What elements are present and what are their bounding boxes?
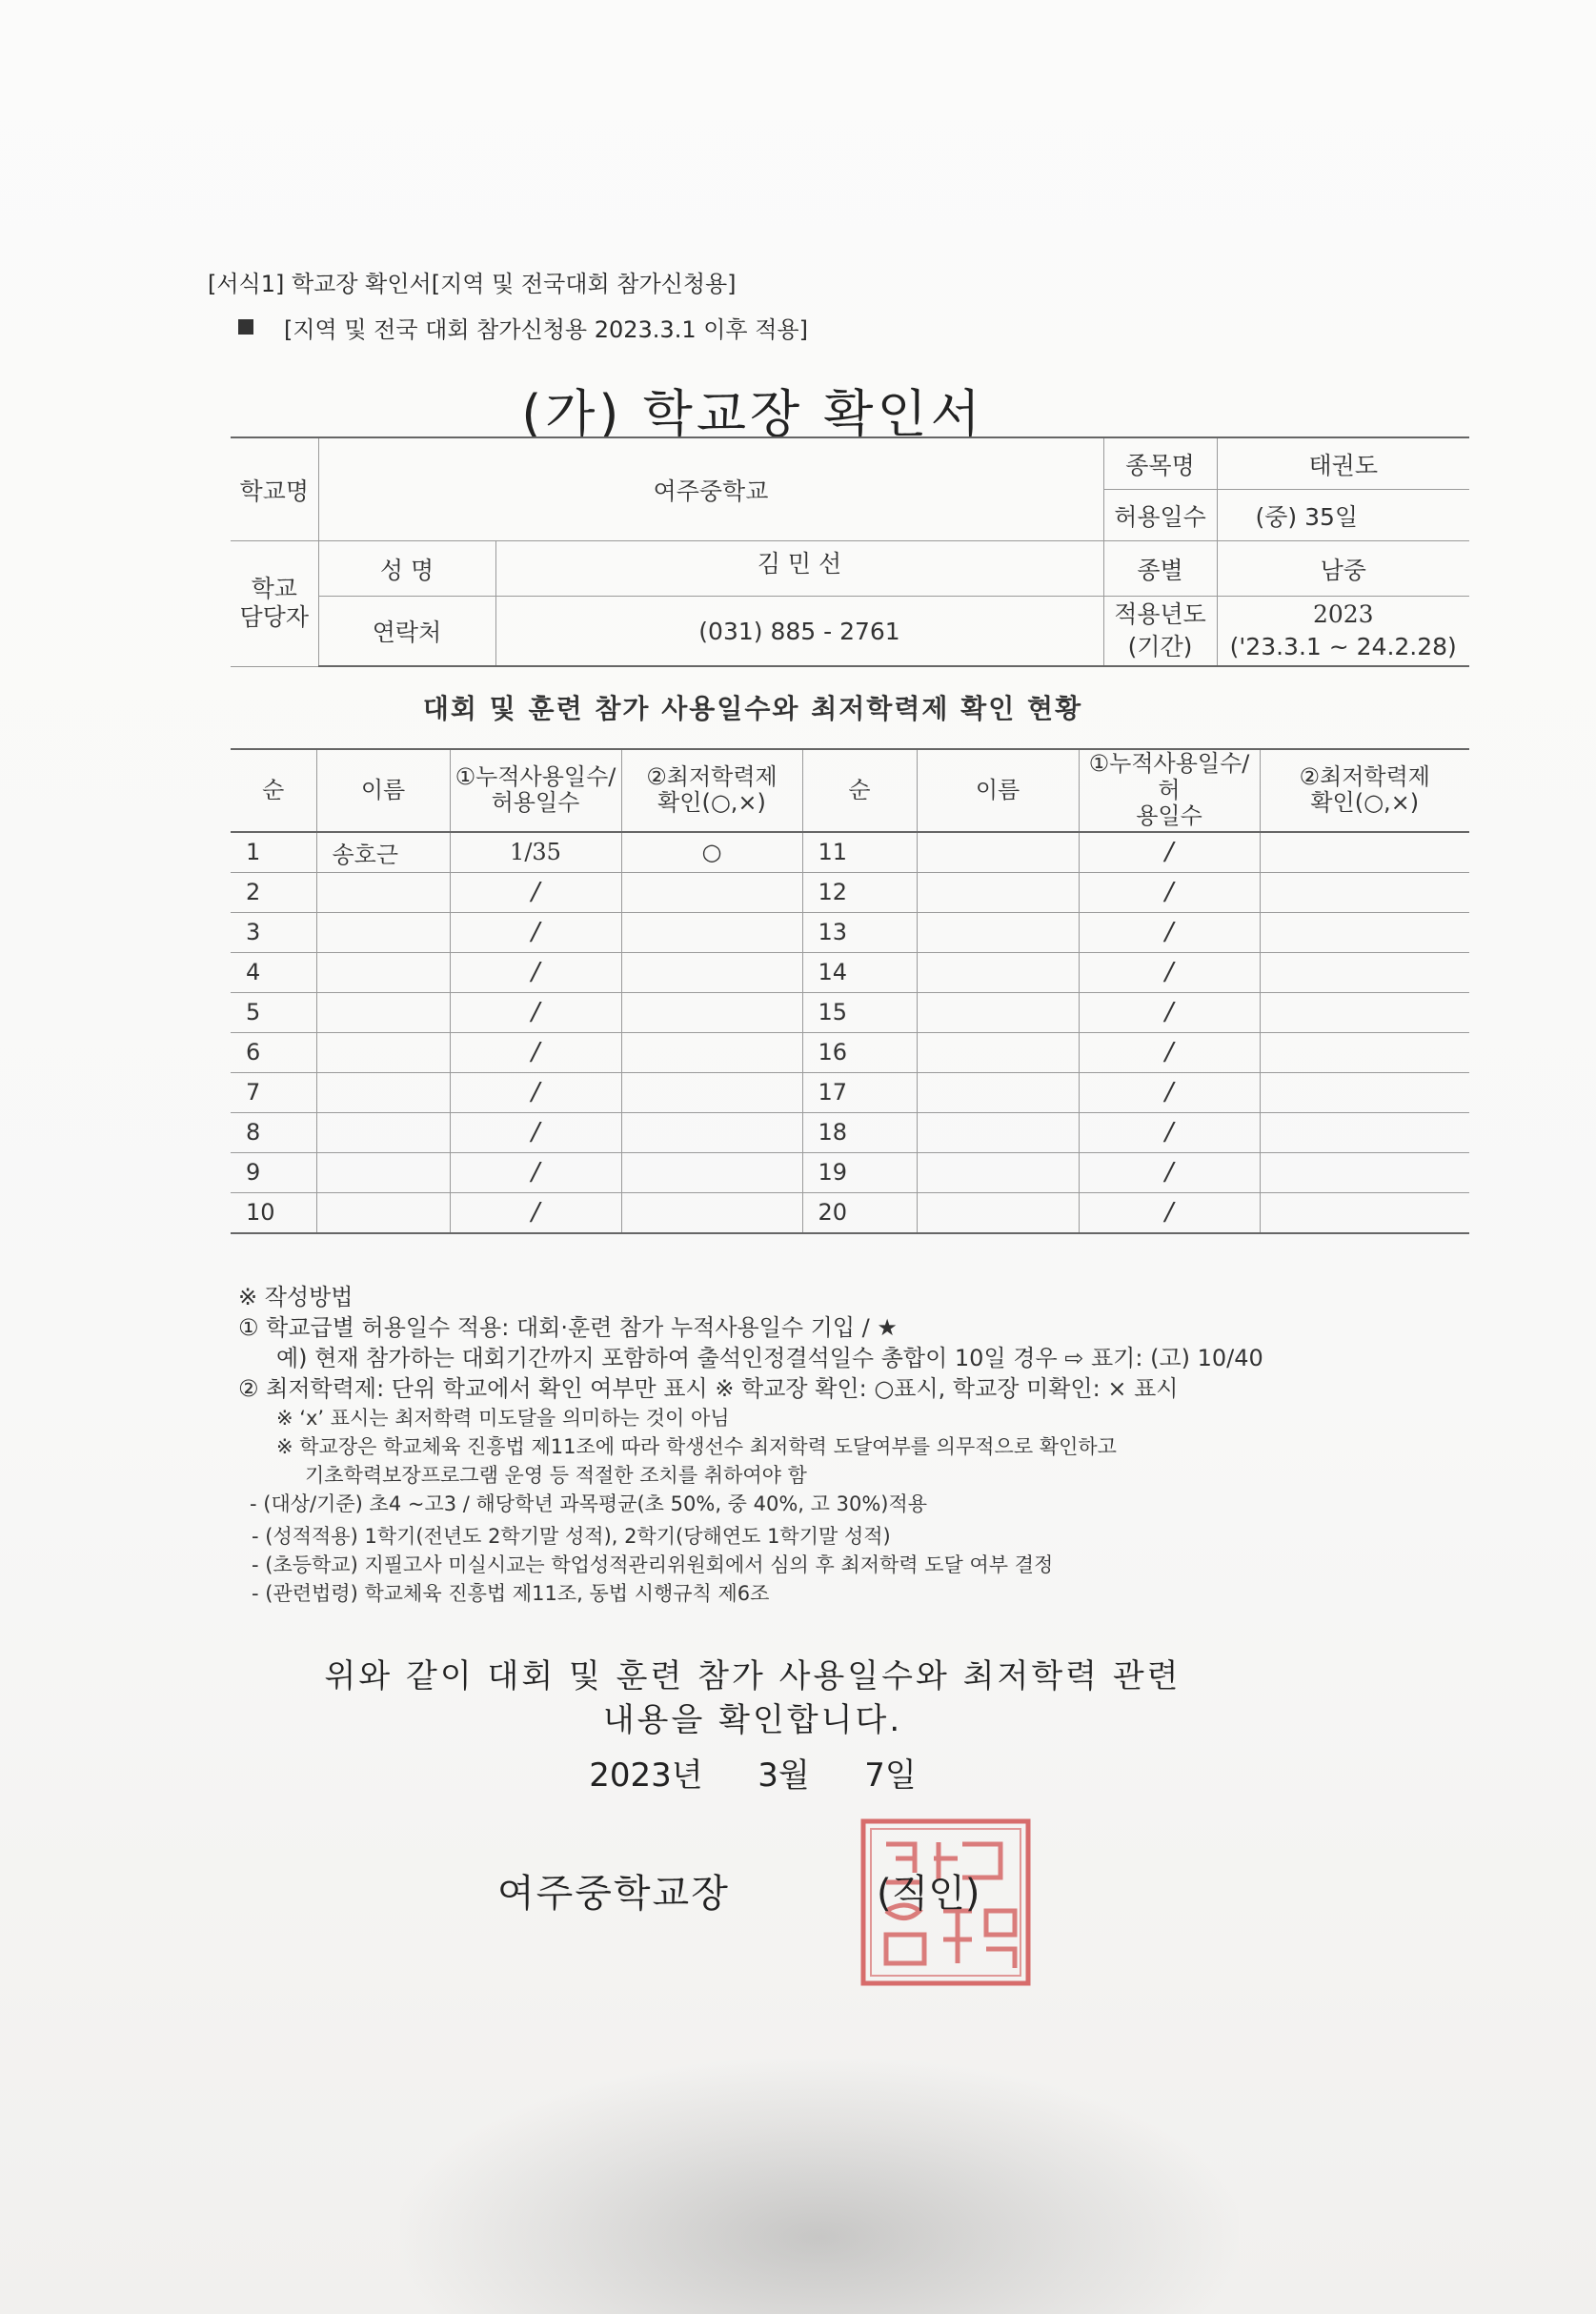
row-name bbox=[316, 1072, 450, 1112]
form-label: [서식1] 학교장 확인서[지역 및 전국대회 참가신청용] bbox=[208, 271, 737, 297]
school-label: 학교명 bbox=[231, 437, 318, 541]
phone-label: 연락처 bbox=[318, 597, 495, 667]
document-title: (가) 학교장 확인서 bbox=[521, 384, 984, 444]
gender-label: 종별 bbox=[1103, 541, 1217, 597]
row-academic-check bbox=[621, 952, 802, 992]
row-number-right: 20 bbox=[802, 1192, 917, 1233]
row-days-right: / bbox=[1079, 992, 1260, 1032]
row-name bbox=[316, 1112, 450, 1152]
row-number-right: 18 bbox=[802, 1112, 917, 1152]
row-number: 1 bbox=[231, 832, 316, 873]
note-1: ① 학교급별 허용일수 적용: 대회·훈련 참가 누적사용일수 기입 / ★ bbox=[238, 1314, 898, 1341]
allowed-days-value: (중) 35일 bbox=[1217, 490, 1469, 541]
row-academic-check: ○ bbox=[621, 832, 802, 873]
row-academic-check bbox=[621, 1032, 802, 1072]
col-name: 이름 bbox=[316, 749, 450, 832]
row-number-right: 12 bbox=[802, 872, 917, 912]
row-days-right: / bbox=[1079, 1192, 1260, 1233]
name-value: 김 민 선 bbox=[495, 541, 1103, 597]
row-number-right: 14 bbox=[802, 952, 917, 992]
row-academic-check bbox=[621, 872, 802, 912]
row-name-right bbox=[917, 1192, 1079, 1233]
info-table bbox=[231, 436, 1469, 667]
row-days-right: / bbox=[1079, 832, 1260, 873]
row-number-right: 17 bbox=[802, 1072, 917, 1112]
row-name bbox=[316, 872, 450, 912]
row-days: / bbox=[450, 1192, 621, 1233]
seal-label: (직인) bbox=[877, 1872, 980, 1916]
detail-2: - (성적적용) 1학기(전년도 2학기말 성적), 2학기(당해연도 1학기말 성적) bbox=[252, 1525, 891, 1548]
col-academic-right: ②최저학력제 확인(○,×) bbox=[1260, 749, 1469, 832]
row-name bbox=[316, 992, 450, 1032]
table-row bbox=[231, 992, 1469, 1032]
issue-date: 2023년 3월 7일 bbox=[589, 1756, 917, 1795]
row-name bbox=[316, 952, 450, 992]
period-label: (기간) bbox=[1127, 633, 1193, 660]
row-number: 2 bbox=[231, 872, 316, 912]
row-name: 송호근 bbox=[316, 832, 450, 873]
period-value: ('23.3.1 ~ 24.2.28) bbox=[1229, 633, 1457, 660]
school-value: 여주중학교 bbox=[318, 437, 1103, 541]
detail-1: - (대상/기준) 초4 ~고3 / 해당학년 과목평균(초 50%, 중 40%, 고 30%)적용 bbox=[250, 1492, 928, 1515]
col-name-right: 이름 bbox=[917, 749, 1079, 832]
row-number: 4 bbox=[231, 952, 316, 992]
row-days: / bbox=[450, 952, 621, 992]
row-number-right: 19 bbox=[802, 1152, 917, 1192]
row-name-right bbox=[917, 1072, 1079, 1112]
row-days-right: / bbox=[1079, 952, 1260, 992]
row-name-right bbox=[917, 992, 1079, 1032]
row-name bbox=[316, 912, 450, 952]
year-value: 2023 bbox=[1312, 600, 1374, 628]
table-title: 대회 및 훈련 참가 사용일수와 최저학력제 확인 현황 bbox=[422, 693, 1083, 724]
participation-table bbox=[231, 748, 1469, 1234]
applicability-note: [지역 및 전국 대회 참가신청용 2023.3.1 이후 적용] bbox=[284, 316, 808, 343]
row-days-right: / bbox=[1079, 1032, 1260, 1072]
note-2-b: ※ 학교장은 학교체육 진흥법 제11조에 따라 학생선수 최저학력 도달여부를 의무적으로 확인하고 bbox=[276, 1435, 1117, 1458]
note-1-example: 예) 현재 참가하는 대회기간까지 포함하여 출석인정결석일수 총합이 10일 경우 ⇨ 표기: (고) 10/40 bbox=[276, 1345, 1263, 1371]
confirm-line-2: 내용을 확인합니다. bbox=[602, 1701, 903, 1739]
table-row bbox=[231, 1152, 1469, 1192]
table-row bbox=[231, 1192, 1469, 1233]
row-number: 8 bbox=[231, 1112, 316, 1152]
instructions bbox=[238, 1282, 1263, 1608]
principal-title: 여주중학교장 bbox=[497, 1872, 730, 1916]
confirm-line-1: 위와 같이 대회 및 훈련 참가 사용일수와 최저학력 관련 bbox=[324, 1657, 1182, 1695]
note-2-a: ※ ‘x’ 표시는 최저학력 미도달을 의미하는 것이 아님 bbox=[276, 1407, 730, 1430]
row-academic-check-right bbox=[1260, 872, 1469, 912]
row-days-right: / bbox=[1079, 1072, 1260, 1112]
row-academic-check bbox=[621, 1192, 802, 1233]
row-days: / bbox=[450, 1072, 621, 1112]
row-days-right: / bbox=[1079, 1112, 1260, 1152]
row-days-right: / bbox=[1079, 1152, 1260, 1192]
row-number: 7 bbox=[231, 1072, 316, 1112]
row-academic-check-right bbox=[1260, 992, 1469, 1032]
row-academic-check-right bbox=[1260, 912, 1469, 952]
row-days: / bbox=[450, 872, 621, 912]
detail-4: - (관련법령) 학교체육 진흥법 제11조, 동법 시행규칙 제6조 bbox=[252, 1582, 770, 1605]
row-number-right: 16 bbox=[802, 1032, 917, 1072]
square-bullet-icon bbox=[238, 319, 253, 335]
row-days: / bbox=[450, 1032, 621, 1072]
row-number-right: 15 bbox=[802, 992, 917, 1032]
row-academic-check bbox=[621, 1112, 802, 1152]
row-name bbox=[316, 1152, 450, 1192]
row-academic-check bbox=[621, 912, 802, 952]
row-name-right bbox=[917, 952, 1079, 992]
row-number: 5 bbox=[231, 992, 316, 1032]
row-academic-check-right bbox=[1260, 1032, 1469, 1072]
row-name-right bbox=[917, 1152, 1079, 1192]
row-days: / bbox=[450, 1112, 621, 1152]
contact-person-label: 학교 담당자 bbox=[231, 541, 318, 667]
table-row bbox=[231, 912, 1469, 952]
row-number-right: 11 bbox=[802, 832, 917, 873]
col-academic: ②최저학력제 확인(○,×) bbox=[621, 749, 802, 832]
row-academic-check-right bbox=[1260, 952, 1469, 992]
row-days: / bbox=[450, 992, 621, 1032]
year-period-label bbox=[1103, 597, 1217, 667]
row-number-right: 13 bbox=[802, 912, 917, 952]
detail-3: - (초등학교) 지필고사 미실시교는 학업성적관리위원회에서 심의 후 최저학력 도달 여부 결정 bbox=[252, 1553, 1054, 1576]
name-label: 성 명 bbox=[318, 541, 495, 597]
gender-value: 남중 bbox=[1217, 541, 1469, 597]
col-no: 순 bbox=[231, 749, 316, 832]
table-row bbox=[231, 952, 1469, 992]
row-number: 10 bbox=[231, 1192, 316, 1233]
row-name-right bbox=[917, 832, 1079, 873]
row-name-right bbox=[917, 1112, 1079, 1152]
phone-value: (031) 885 - 2761 bbox=[495, 597, 1103, 667]
row-days: 1/35 bbox=[450, 832, 621, 873]
row-name bbox=[316, 1192, 450, 1233]
col-days: ①누적사용일수/ 허용일수 bbox=[450, 749, 621, 832]
col-no-right: 순 bbox=[802, 749, 917, 832]
row-number: 3 bbox=[231, 912, 316, 952]
row-days: / bbox=[450, 912, 621, 952]
notes-heading: ※ 작성방법 bbox=[238, 1284, 354, 1310]
table-row bbox=[231, 1072, 1469, 1112]
table-row bbox=[231, 1112, 1469, 1152]
photo-shadow bbox=[400, 2059, 1239, 2314]
sport-label: 종목명 bbox=[1103, 437, 1217, 490]
row-number: 9 bbox=[231, 1152, 316, 1192]
row-number: 6 bbox=[231, 1032, 316, 1072]
row-days: / bbox=[450, 1152, 621, 1192]
table-row bbox=[231, 872, 1469, 912]
allowed-days-label: 허용일수 bbox=[1103, 490, 1217, 541]
note-2-c: 기초학력보장프로그램 운영 등 적절한 조치를 취하여야 함 bbox=[305, 1464, 807, 1487]
col-days-right: ①누적사용일수/허 용일수 bbox=[1079, 749, 1260, 832]
row-name-right bbox=[917, 1032, 1079, 1072]
row-days-right: / bbox=[1079, 912, 1260, 952]
row-academic-check bbox=[621, 1072, 802, 1112]
confirmation-statement bbox=[0, 1654, 1505, 1742]
year-period-value bbox=[1217, 597, 1469, 667]
row-academic-check-right bbox=[1260, 1072, 1469, 1112]
sport-value: 태권도 bbox=[1217, 437, 1469, 490]
row-name-right bbox=[917, 872, 1079, 912]
table-row bbox=[231, 832, 1469, 873]
row-academic-check bbox=[621, 1152, 802, 1192]
row-academic-check-right bbox=[1260, 1152, 1469, 1192]
year-label: 적용년도 bbox=[1114, 600, 1206, 628]
table-row bbox=[231, 1032, 1469, 1072]
row-days-right: / bbox=[1079, 872, 1260, 912]
row-academic-check bbox=[621, 992, 802, 1032]
row-academic-check-right bbox=[1260, 832, 1469, 873]
note-2: ② 최저학력제: 단위 학교에서 확인 여부만 표시 ※ 학교장 확인: ○표시, 학교장 미확인: × 표시 bbox=[238, 1375, 1179, 1402]
row-academic-check-right bbox=[1260, 1112, 1469, 1152]
row-name-right bbox=[917, 912, 1079, 952]
row-name bbox=[316, 1032, 450, 1072]
row-academic-check-right bbox=[1260, 1192, 1469, 1233]
